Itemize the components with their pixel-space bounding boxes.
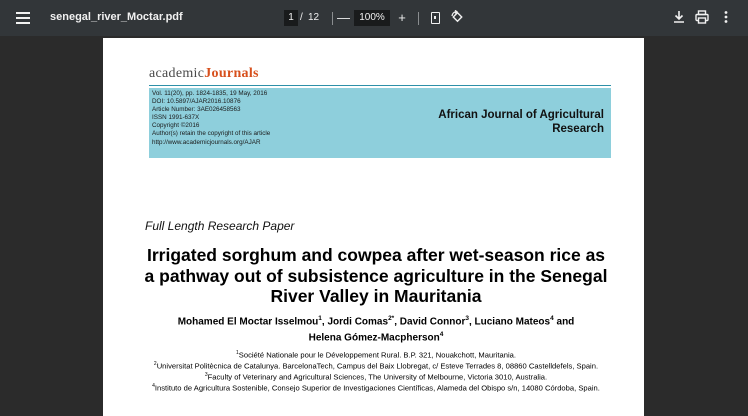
article-info-line: DOI: 10.5897/AJAR2016.10876 xyxy=(152,98,241,106)
zoom-input[interactable] xyxy=(354,10,390,26)
journal-header-band xyxy=(149,88,611,158)
publisher-logo: academicJournals xyxy=(149,66,259,81)
article-info-line: Author(s) retain the copyright of this article xyxy=(152,130,271,138)
article-info-line: Copyright ©2016 xyxy=(152,122,200,130)
print-icon[interactable] xyxy=(694,9,710,25)
article-info-line: Article Number: 3AE026458563 xyxy=(152,106,241,114)
toolbar-divider xyxy=(332,12,333,25)
affiliation: $^1$Société Nationale pour le Développement Rural. B.P. 321, Nouakchott, Mauritania. xyxy=(236,350,516,360)
page-number-input[interactable] xyxy=(284,10,298,26)
fit-page-icon[interactable] xyxy=(431,12,440,24)
author-name: Jordi Comas xyxy=(327,316,389,328)
pdf-viewer[interactable] xyxy=(0,36,748,416)
affiliation: $^2$Universitat Politècnica de Catalunya. BarcelonaTech, Campus del Baix Llobregat, c/ Esteve Terrades 8, 08860 Castelldefels, Spain. xyxy=(153,361,599,371)
pdf-toolbar xyxy=(0,0,748,36)
article-info-line: ISSN 1991-637X xyxy=(152,114,200,122)
author-sup: 2* xyxy=(388,315,395,322)
download-icon[interactable] xyxy=(671,9,687,25)
author-name: David Connor xyxy=(399,316,466,328)
toolbar-divider xyxy=(418,12,419,25)
title-line: a pathway out of subsistence agriculture in the Senegal xyxy=(144,265,608,286)
pdf-page xyxy=(103,38,644,416)
author-name: Helena Gómez-Macpherson xyxy=(308,332,440,344)
page-separator: / xyxy=(300,12,303,23)
affiliation: $^4$Instituto de Agricultura Sostenible, Consejo Superior de Investigaciones Científicas, Alameda del Obispo s/n, 14080 Córdoba, Spain. xyxy=(152,383,600,393)
document-title: senegal_river_Moctar.pdf xyxy=(50,11,183,23)
affiliations xyxy=(143,349,609,394)
author-sup: 3 xyxy=(465,315,469,322)
zoom-out-button[interactable]: — xyxy=(337,10,350,25)
paper-type: Full Length Research Paper xyxy=(145,219,295,233)
journal-name: African Journal of Agricultural Research xyxy=(438,109,604,135)
author-list: Mohamed El Moctar Isselmou$^1$, Jordi Comas$^{2*}$, David Connor$^3$, Luciano Mateos$^4$ and Helena Gómez-Macpherson$^4$ xyxy=(177,315,575,344)
author-sup: 1 xyxy=(318,315,322,322)
author-sup: 4 xyxy=(439,330,444,338)
menu-icon[interactable] xyxy=(16,12,30,24)
author-name: Luciano Mateos xyxy=(474,316,551,328)
logo-rule xyxy=(149,85,611,86)
more-vert-icon[interactable] xyxy=(718,9,734,25)
author-name: Mohamed El Moctar Isselmou xyxy=(177,316,319,328)
article-info-line[interactable]: http://www.academicjournals.org/AJAR xyxy=(152,138,261,146)
rotate-icon[interactable] xyxy=(450,10,464,24)
affiliation: $^3$Faculty of Veterinary and Agricultural Sciences, The University of Melbourne, Victoria 3010, Australia. xyxy=(204,372,548,382)
article-info xyxy=(152,90,270,147)
title-line: River Valley in Mauritania xyxy=(270,286,482,306)
article-info-line: Vol. 11(20), pp. 1824-1835, 19 May, 2016 xyxy=(152,90,268,97)
paper-title xyxy=(133,245,619,307)
zoom-in-button[interactable]: + xyxy=(398,10,406,25)
page-total: 12 xyxy=(308,12,320,23)
title-line: Irrigated sorghum and cowpea after wet-season rice as xyxy=(146,245,606,265)
author-sup: 4 xyxy=(550,315,554,322)
